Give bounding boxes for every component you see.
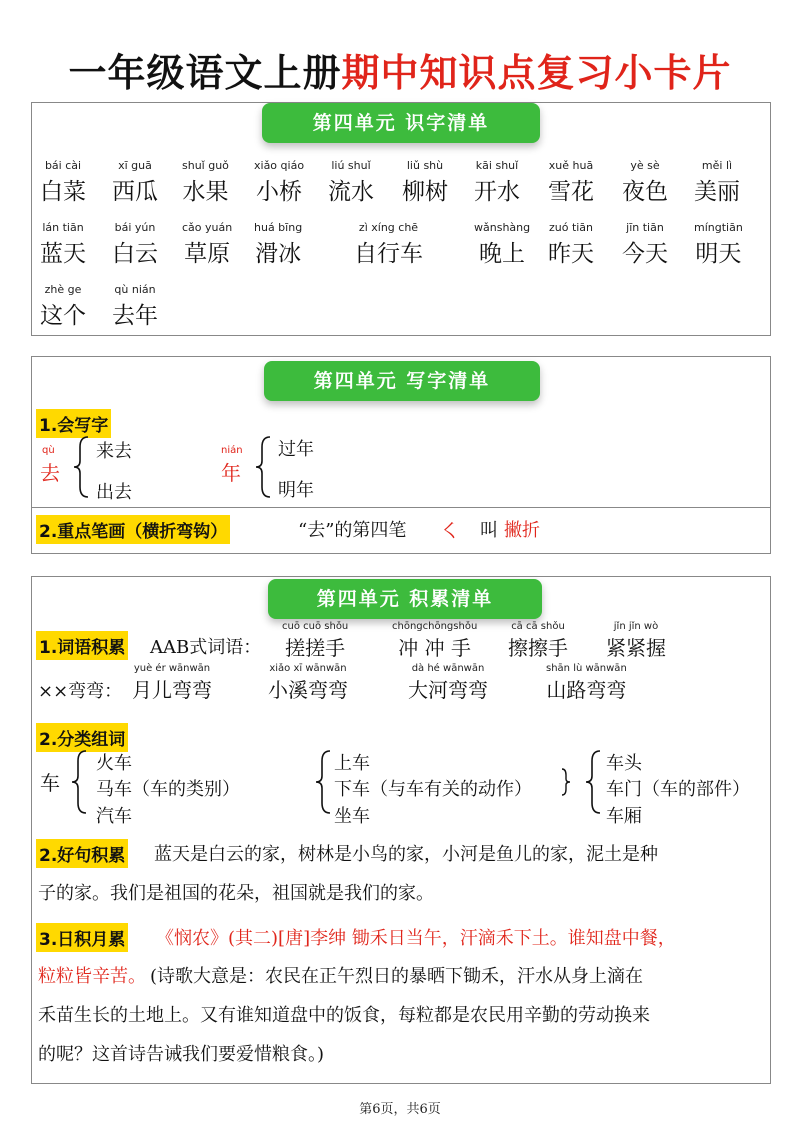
word-hanzi: 明天 <box>695 241 742 267</box>
literacy-word <box>354 221 423 268</box>
word-pinyin: cǎo yuán <box>182 221 233 234</box>
poem-line1: 《悯农》(其二)[唐]李绅 锄禾日当午，汗滴禾下土。谁知盘中餐， <box>156 928 676 949</box>
literacy-word <box>622 221 668 268</box>
word-hanzi: 蓝天 <box>40 241 86 267</box>
section-label-write: 1.会写字 <box>36 409 111 438</box>
sentence-line1: 蓝天是白云的家，树林是小鸟的家，小河是鱼儿的家，泥土是种 <box>154 844 658 865</box>
word-pinyin: qù nián <box>114 283 156 296</box>
group3-item: 车门（车的部件） <box>606 779 750 800</box>
literacy-word <box>112 159 158 206</box>
title-black: 一年级语文上册 <box>68 51 342 95</box>
word-hanzi: 柳树 <box>402 179 448 205</box>
word-hanzi: 开水 <box>474 179 520 205</box>
explain-line3: 的呢？这首诗告诫我们要爱惜粮食。) <box>38 1044 325 1065</box>
word-pinyin: xuě huā <box>548 159 594 172</box>
word-pinyin: lán tiān <box>42 221 84 234</box>
wanwan-word: dà hé wānwān 大河弯弯 <box>408 663 488 702</box>
card-literacy-list <box>31 102 771 336</box>
word-hanzi: 白菜 <box>40 179 86 205</box>
word-hanzi: 自行车 <box>354 241 423 267</box>
word-pinyin: zhè ge <box>44 283 82 296</box>
word-pinyin: měi lì <box>701 159 733 172</box>
wanwan-word: shān lù wānwān 山路弯弯 <box>546 663 627 702</box>
literacy-word <box>254 221 302 268</box>
word-pinyin: zì xíng chē <box>358 221 419 234</box>
aab-word: cā cā shǒu 擦擦手 <box>508 621 568 660</box>
section-label-stroke: 2.重点笔画（横折弯钩） <box>36 515 230 544</box>
char-qu: 去 <box>40 461 60 485</box>
word-pinyin: liú shuǐ <box>331 159 371 172</box>
wanwan-word: yuè ér wānwān 月儿弯弯 <box>132 663 212 702</box>
aab-word: cuō cuō shǒu 搓搓手 <box>282 621 349 660</box>
word-pinyin: zuó tiān <box>548 221 594 234</box>
word-pinyin: wǎnshàng <box>474 221 531 234</box>
brace-icon <box>254 435 274 499</box>
word-pinyin: jīn tiān <box>626 221 664 234</box>
pinyin-qu: qù <box>42 445 55 456</box>
divider <box>32 507 770 508</box>
word-hanzi: 滑冰 <box>255 241 302 267</box>
group3-item: 车厢 <box>606 806 642 827</box>
brace-icon <box>314 749 334 815</box>
stroke-name: 撇折 <box>504 520 540 541</box>
word-hanzi: 昨天 <box>548 241 594 267</box>
word-pinyin: míngtiān <box>694 221 743 234</box>
wanwan-word: xiǎo xī wānwān 小溪弯弯 <box>268 663 348 702</box>
group1-item: 汽车 <box>96 806 132 827</box>
poem-line2: 粒粒皆辛苦。 <box>38 966 146 987</box>
group3-item: 车头 <box>606 753 642 774</box>
word-pinyin: xiǎo qiáo <box>254 159 305 172</box>
word-hanzi: 流水 <box>328 179 374 205</box>
pinyin-nian: nián <box>221 445 243 456</box>
section-label-sentences: 2.好句积累 <box>36 839 128 868</box>
group2-item: 上车 <box>334 753 370 774</box>
aab-word: jǐn jǐn wò 紧紧握 <box>606 621 666 660</box>
literacy-word <box>474 221 530 268</box>
literacy-word <box>694 221 743 268</box>
card-accumulation-list <box>31 576 771 1084</box>
brace-icon <box>584 749 604 815</box>
page-footer: 第6页，共6页 <box>359 1102 441 1117</box>
word-pinyin: shuǐ guǒ <box>182 159 229 172</box>
word-pinyin: xī guā <box>118 159 152 172</box>
word-hanzi: 水果 <box>182 179 229 205</box>
word-hanzi: 这个 <box>40 303 86 329</box>
literacy-word <box>182 221 232 268</box>
sentence-line2: 子的家。我们是祖国的花朵，祖国就是我们的家。 <box>38 883 434 904</box>
literacy-word <box>40 221 86 268</box>
card-badge: 第四单元 识字清单 <box>262 103 540 143</box>
explain-line1: (诗歌大意是：农民在正午烈日的暴晒下锄禾，汗水从身上滴在 <box>150 966 644 987</box>
card-badge: 第四单元 写字清单 <box>264 361 540 401</box>
group1-item: 火车 <box>96 753 132 774</box>
group2-item: 坐车 <box>334 806 370 827</box>
word-hanzi: 白云 <box>112 241 158 267</box>
word-pinyin: huá bīng <box>254 221 303 234</box>
aab-word: chōngchōngshǒu 冲 冲 手 <box>392 621 478 660</box>
word-laiqu: 来去 <box>96 441 132 462</box>
jiao-text: 叫 <box>480 520 498 541</box>
stroke-glyph: ㇛ <box>440 519 460 543</box>
word-hanzi: 西瓜 <box>112 179 158 205</box>
literacy-word <box>40 159 86 206</box>
word-pinyin: bái cài <box>44 159 82 172</box>
word-hanzi: 今天 <box>622 241 668 267</box>
word-pinyin: liǔ shù <box>406 159 444 172</box>
literacy-word <box>254 159 304 206</box>
word-mingnian: 明年 <box>278 480 314 501</box>
literacy-word <box>402 159 448 206</box>
word-hanzi: 去年 <box>112 303 158 329</box>
literacy-word <box>474 159 520 206</box>
brace-icon <box>72 435 92 499</box>
literacy-word <box>328 159 374 206</box>
group1-item: 马车（车的类别） <box>96 779 240 800</box>
literacy-word <box>40 283 86 330</box>
card-badge: 第四单元 积累清单 <box>268 579 542 619</box>
word-guonian: 过年 <box>278 439 314 460</box>
word-pinyin: yè sè <box>630 159 660 172</box>
literacy-word <box>548 221 594 268</box>
word-chuqu: 出去 <box>96 482 132 503</box>
page-title <box>0 42 800 97</box>
literacy-word <box>622 159 668 206</box>
char-nian: 年 <box>221 461 241 485</box>
word-hanzi: 草原 <box>184 241 231 267</box>
literacy-word <box>112 221 158 268</box>
brace-icon <box>70 749 90 815</box>
explain-line2: 禾苗生长的土地上。又有谁知道盘中的饭食，每粒都是农民用辛勤的劳动换来 <box>38 1005 650 1026</box>
aab-label: AAB式词语： <box>150 637 262 658</box>
literacy-word <box>112 283 158 330</box>
word-hanzi: 雪花 <box>548 179 594 205</box>
word-hanzi: 美丽 <box>694 179 740 205</box>
char-che: 车 <box>40 771 60 795</box>
brace-right-icon <box>560 767 572 797</box>
literacy-word <box>182 159 229 206</box>
group2-item: 下车（与车有关的动作） <box>334 779 532 800</box>
literacy-word <box>694 159 740 206</box>
section-label-classify: 2.分类组词 <box>36 723 128 752</box>
literacy-word <box>548 159 594 206</box>
word-pinyin: kāi shuǐ <box>475 159 519 172</box>
word-pinyin: bái yún <box>114 221 156 234</box>
section-label-daily: 3.日积月累 <box>36 923 128 952</box>
word-hanzi: 夜色 <box>622 179 668 205</box>
section-label-vocab: 1.词语积累 <box>36 631 128 660</box>
stroke-text: “去”的第四笔 <box>298 520 407 541</box>
word-hanzi: 小桥 <box>256 179 303 205</box>
word-hanzi: 晚上 <box>479 241 526 267</box>
title-red: 期中知识点复习小卡片 <box>341 51 732 95</box>
wanwan-label: ××弯弯： <box>38 681 123 702</box>
card-writing-list <box>31 356 771 554</box>
